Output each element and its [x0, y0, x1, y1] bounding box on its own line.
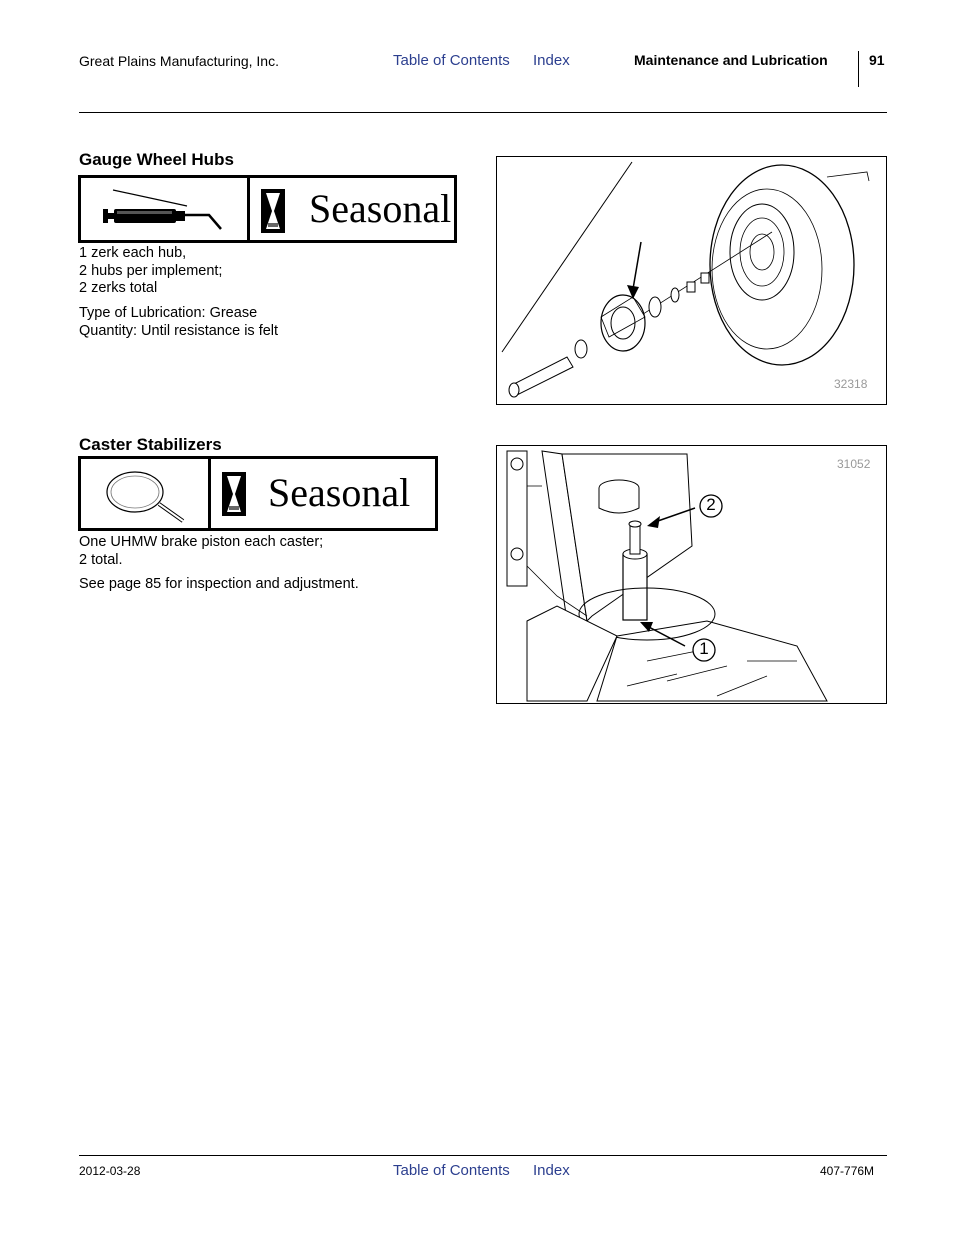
footer-index-link[interactable]: Index: [533, 1162, 570, 1179]
callout-1: 1: [699, 639, 709, 658]
caster-section-title: Caster Stabilizers: [79, 435, 222, 454]
gauge-wheel-hub-figure: [496, 156, 887, 405]
footer-rule: [79, 1155, 887, 1156]
caster-count-text: One UHMW brake piston each caster; 2 total.: [79, 534, 324, 568]
gauge-count-text: 1 zerk each hub, 2 hubs per implement; 2 zerks total: [79, 245, 223, 296]
gauge-section-title: Gauge Wheel Hubs: [79, 150, 234, 169]
header-index-link[interactable]: Index: [533, 52, 570, 69]
gauge-figure-number: 32318: [834, 377, 868, 391]
hourglass-icon: [261, 189, 285, 238]
gauge-interval-label: Seasonal: [309, 186, 452, 231]
caster-inspect-box: [78, 456, 438, 531]
footer-doc-number: 407-776M: [820, 1164, 875, 1178]
page-number: 91: [869, 52, 885, 68]
callout-2: 2: [706, 495, 716, 514]
caster-box-divider: [208, 459, 211, 528]
company-name: Great Plains Manufacturing, Inc.: [79, 53, 279, 69]
caster-stabilizer-figure: [496, 445, 887, 704]
caster-inspection-text: See page 85 for inspection and adjustment.: [79, 576, 359, 592]
header-toc-link[interactable]: Table of Contents: [393, 52, 510, 69]
footer-date: 2012-03-28: [79, 1164, 141, 1178]
hourglass-icon: [222, 472, 246, 521]
caster-interval-label: Seasonal: [268, 470, 411, 515]
magnifying-glass-icon: [81, 459, 208, 528]
header-rule: [79, 112, 887, 113]
gauge-box-divider: [247, 178, 250, 240]
header-divider: [858, 51, 859, 87]
gauge-lube-box: [78, 175, 457, 243]
caster-figure-number: 31052: [837, 457, 871, 471]
grease-gun-icon: [81, 178, 247, 240]
section-name: Maintenance and Lubrication: [634, 52, 828, 68]
gauge-lube-type-text: Type of Lubrication: Grease Quantity: Until resistance is felt: [79, 305, 279, 339]
footer-toc-link[interactable]: Table of Contents: [393, 1162, 510, 1179]
